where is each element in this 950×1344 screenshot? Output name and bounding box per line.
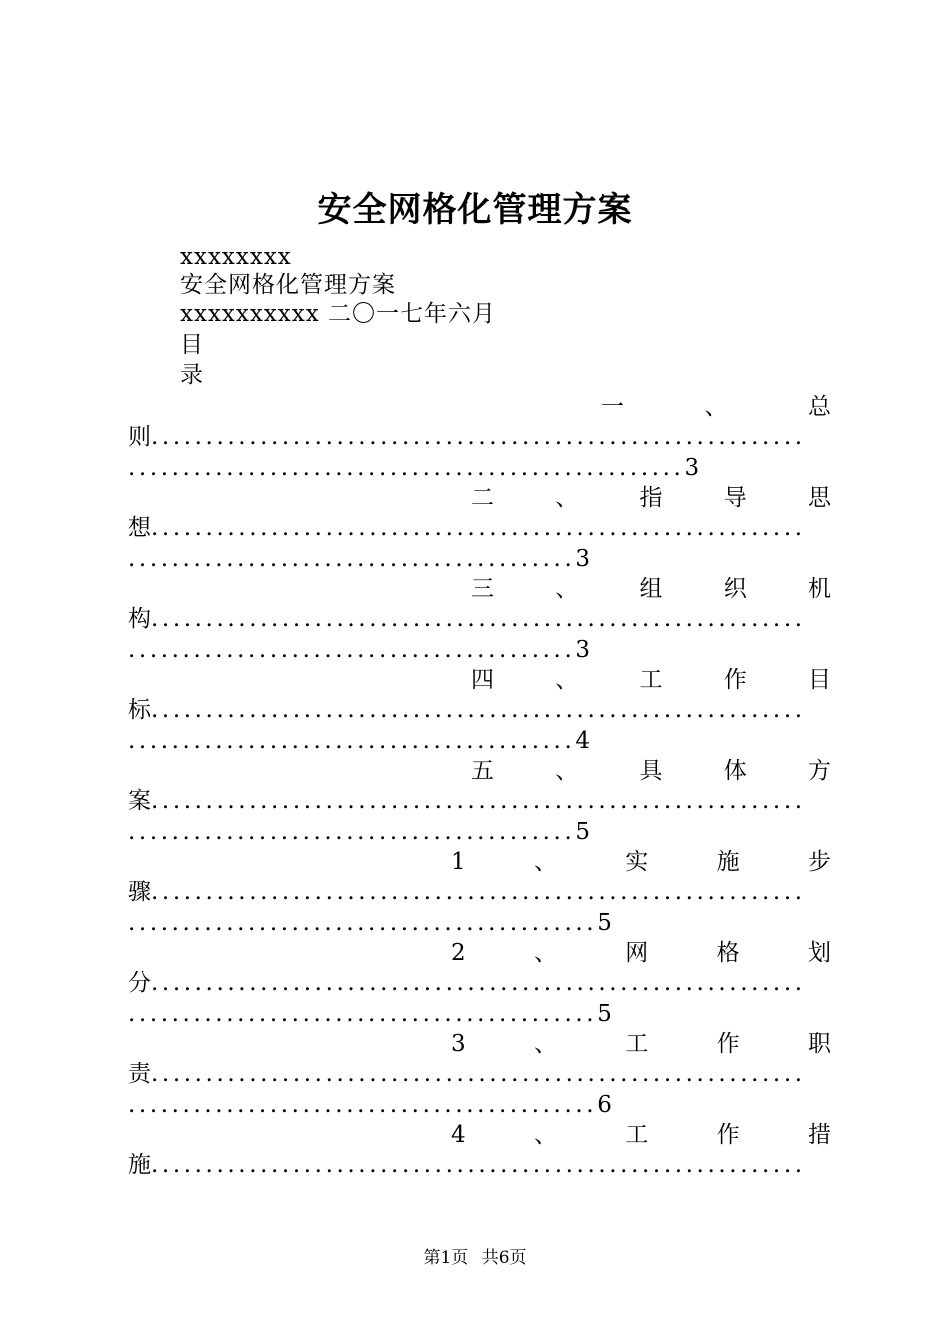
leader-dots: ................................................... xyxy=(128,455,685,481)
toc-entry-label: 案 xyxy=(128,788,151,814)
toc-entry-char: 格 xyxy=(716,940,740,966)
toc-entry-page-line xyxy=(128,726,831,756)
toc-entry-char: 、 xyxy=(555,667,579,693)
page-title: 安全网格化管理方案 xyxy=(317,190,633,230)
leader-dots: ............................................................ xyxy=(151,606,806,632)
toc-entry-char: 2 xyxy=(451,940,466,966)
toc-page-number: 3 xyxy=(575,546,590,572)
toc-entry-char: 总 xyxy=(808,394,831,420)
leader-dots: ............................................................ xyxy=(151,1152,806,1178)
toc-entry-char: 目 xyxy=(808,667,831,693)
toc-entry-char: 网 xyxy=(625,940,649,966)
toc-entry-tail xyxy=(128,1059,831,1089)
toc-entry-page-line xyxy=(128,908,831,938)
toc-entry-char: 划 xyxy=(807,940,831,966)
toc-entry-char: 、 xyxy=(533,849,557,875)
toc-entry-char: 导 xyxy=(723,485,747,511)
toc-entry-char: 一 xyxy=(601,394,624,420)
toc-entry-char: 作 xyxy=(716,1122,740,1148)
toc-entry-tail xyxy=(128,513,831,543)
toc-entry-char: 作 xyxy=(716,1031,740,1057)
toc-entry-char: 4 xyxy=(451,1122,466,1148)
toc-heading-2: 录 xyxy=(180,362,204,388)
leader-dots: ............................................................ xyxy=(151,879,806,905)
toc-entry-char: 1 xyxy=(451,849,466,875)
toc-page-number: 6 xyxy=(597,1092,612,1118)
toc-entry-char: 四 xyxy=(471,667,494,693)
toc-entry-page-line xyxy=(128,999,831,1029)
toc-entry-page-line xyxy=(128,817,831,847)
leader-dots: ......................................... xyxy=(128,546,576,572)
leader-dots: ............................................................ xyxy=(151,515,806,541)
toc-entry-char: 、 xyxy=(533,940,557,966)
toc-entry-char: 、 xyxy=(555,485,579,511)
toc-entry-char: 机 xyxy=(808,576,831,602)
leader-dots: ......................................... xyxy=(128,819,576,845)
toc-heading-1: 目 xyxy=(180,332,204,358)
toc-page-number: 5 xyxy=(597,910,612,936)
footer-total: 共6页 xyxy=(481,1248,527,1268)
header-line-2: 安全网格化管理方案 xyxy=(180,272,396,298)
toc-entry-char: 体 xyxy=(723,758,747,784)
toc-entry-char: 、 xyxy=(555,576,579,602)
toc-entry-head xyxy=(128,665,831,695)
toc-entry-label: 责 xyxy=(128,1061,151,1087)
toc-entry-tail xyxy=(128,877,831,907)
toc-entry-page-line xyxy=(128,635,831,665)
leader-dots: ............................................................ xyxy=(151,424,806,450)
toc-entry-label: 骤 xyxy=(128,879,151,905)
toc-entry-char: 、 xyxy=(533,1031,557,1057)
leader-dots: ........................................... xyxy=(128,1092,598,1118)
toc-entry-label: 构 xyxy=(128,606,151,632)
toc-entry-char: 工 xyxy=(625,1031,649,1057)
toc-entry-char: 工 xyxy=(639,667,663,693)
toc-entry-char: 方 xyxy=(808,758,831,784)
toc-entry-char: 二 xyxy=(471,485,494,511)
toc-entry-label: 分 xyxy=(128,970,151,996)
toc-entry-char: 施 xyxy=(716,849,740,875)
toc-entry-label: 则 xyxy=(128,424,151,450)
toc-entry-char: 具 xyxy=(639,758,663,784)
toc-entry-tail xyxy=(128,968,831,998)
toc-entry-char: 思 xyxy=(808,485,831,511)
toc-entry-head xyxy=(128,938,831,968)
leader-dots: ........................................... xyxy=(128,910,598,936)
toc-page-number: 5 xyxy=(597,1001,612,1027)
leader-dots: ............................................................ xyxy=(151,788,806,814)
header-line-1: xxxxxxxx xyxy=(180,244,292,270)
leader-dots: ......................................... xyxy=(128,728,576,754)
footer xyxy=(0,1243,950,1268)
toc-entry-label: 想 xyxy=(128,515,151,541)
toc-entry-char: 工 xyxy=(625,1122,649,1148)
toc-entry-head xyxy=(128,483,831,513)
toc-entry-label: 施 xyxy=(128,1152,151,1178)
leader-dots: ............................................................ xyxy=(151,697,806,723)
toc-entry-head xyxy=(128,1120,831,1150)
toc-entry-head xyxy=(128,1029,831,1059)
toc-entry-head xyxy=(128,574,831,604)
toc-entry-char: 实 xyxy=(625,849,649,875)
footer-page: 第1页 xyxy=(423,1248,469,1268)
toc-entry-char: 步 xyxy=(807,849,831,875)
leader-dots: ......................................... xyxy=(128,637,576,663)
toc-entry-tail xyxy=(128,422,831,452)
toc-entry-head xyxy=(128,392,831,422)
toc-entry-char: 五 xyxy=(471,758,494,784)
toc-entry-tail xyxy=(128,695,831,725)
header-line-3: xxxxxxxxxx 二〇一七年六月 xyxy=(180,301,497,327)
toc-entry-char: 组 xyxy=(639,576,663,602)
toc-entry-char: 、 xyxy=(704,394,728,420)
toc-entry-char: 织 xyxy=(723,576,747,602)
toc-entry-char: 、 xyxy=(533,1122,557,1148)
toc-entry-char: 、 xyxy=(555,758,579,784)
toc-page-number: 5 xyxy=(575,819,590,845)
toc-page-number: 4 xyxy=(575,728,590,754)
toc-entry-tail xyxy=(128,1150,831,1180)
toc-entry-head xyxy=(128,756,831,786)
leader-dots: ............................................................ xyxy=(151,970,806,996)
toc-entry-char: 措 xyxy=(807,1122,831,1148)
leader-dots: ............................................................ xyxy=(151,1061,806,1087)
toc-entry-page-line xyxy=(128,544,831,574)
toc-entry-char: 3 xyxy=(451,1031,466,1057)
toc-entry-char: 职 xyxy=(807,1031,831,1057)
toc-entry-label: 标 xyxy=(128,697,151,723)
toc-entry-char: 指 xyxy=(639,485,663,511)
toc-entry-page-line xyxy=(128,1090,831,1120)
toc-entry-char: 作 xyxy=(723,667,747,693)
toc-page-number: 3 xyxy=(575,637,590,663)
toc-entry-tail xyxy=(128,786,831,816)
toc-page-number: 3 xyxy=(684,455,700,481)
leader-dots: ........................................... xyxy=(128,1001,598,1027)
toc-entry-tail xyxy=(128,604,831,634)
toc-entry-page-line xyxy=(128,453,831,483)
toc-entry-char: 三 xyxy=(471,576,494,602)
toc-entry-head xyxy=(128,847,831,877)
